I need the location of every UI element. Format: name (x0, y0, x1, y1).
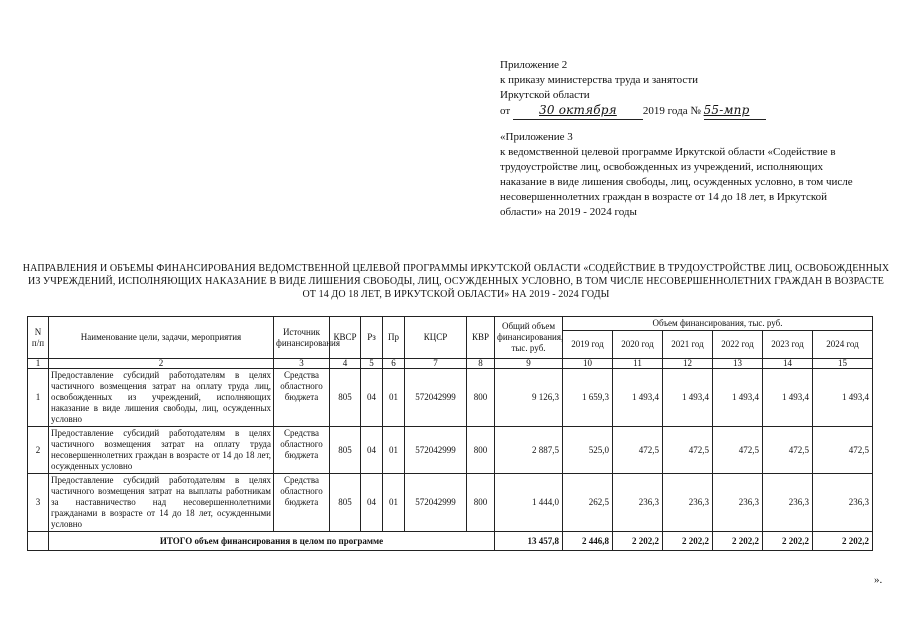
column-number: 5 (361, 359, 383, 369)
row-name: Предоставление субсидий работодателям в целях частичного возмещения затрат на оплату труда несовершеннолетних граждан в возрасте от 14 до 18 лет, осужденных условно (49, 427, 274, 474)
row-total: 1 444,0 (495, 474, 563, 532)
column-number: 3 (274, 359, 330, 369)
column-number: 15 (813, 359, 873, 369)
document-title: НАПРАВЛЕНИЯ И ОБЪЕМЫ ФИНАНСИРОВАНИЯ ВЕДОМСТВЕННОЙ ЦЕЛЕВОЙ ПРОГРАММЫ ИРКУТСКОЙ ОБЛАСТИ «СОДЕЙСТВИЕ В ТРУДОУСТРОЙСТВЕ ЛИЦ, ОСВОБОЖДЕННЫХ ИЗ УЧРЕЖДЕНИЙ, ИСПОЛНЯЮЩИХ НАКАЗАНИЕ В ВИДЕ ЛИШЕНИЯ СВОБОДЫ, ЛИЦ, ОСУЖДЕННЫХ УСЛОВНО, В ТОМ ЧИСЛЕ НЕСОВЕРШЕННОЛЕТНИХ ГРАЖДАН В ВОЗРАСТЕ ОТ 14 ДО 18 ЛЕТ, В ИРКУТСКОЙ ОБЛАСТИ» НА 2019 - 2024 ГОДЫ (22, 263, 890, 300)
date-field (513, 103, 643, 120)
table-row (28, 474, 873, 532)
total-year-value: 2 202,2 (663, 532, 713, 551)
row-year-value: 472,5 (713, 427, 763, 474)
total-year-value: 2 202,2 (763, 532, 813, 551)
row-year-value: 1 493,4 (613, 369, 663, 427)
row-rz: 04 (361, 474, 383, 532)
total-year-value: 2 202,2 (813, 532, 873, 551)
row-year-value: 472,5 (663, 427, 713, 474)
row-name: Предоставление субсидий работодателям в целях частичного возмещения затрат на выплаты работникам за наставничество над несовершеннолетними гражданами в возрасте от 14 до 18 лет, осужденными условно (49, 474, 274, 532)
total-value: 13 457,8 (495, 532, 563, 551)
column-number: 8 (467, 359, 495, 369)
row-rz: 04 (361, 369, 383, 427)
row-year-value: 1 493,4 (663, 369, 713, 427)
appendix-number: Приложение 2 (500, 59, 568, 71)
header-kvr: КВР (467, 317, 495, 359)
handwritten-date: 30 октября (539, 103, 617, 117)
header-group: Объем финансирования, тыс. руб. (563, 317, 873, 331)
row-year-value: 525,0 (563, 427, 613, 474)
appendix-order: к приказу министерства труда и занятости (500, 74, 699, 86)
handwritten-number: 55-мпр (703, 103, 750, 117)
row-name: Предоставление субсидий работодателям в целях частичного возмещения затрат на оплату труда лиц, освобожденных из учреждений, исполняющих наказание в виде лишения свободы, лиц, осужденных условно (49, 369, 274, 427)
column-number: 13 (713, 359, 763, 369)
header-kcsr: КЦСР (405, 317, 467, 359)
row-pr: 01 (383, 474, 405, 532)
row-year-value: 1 659,3 (563, 369, 613, 427)
appendix-region: Иркутской области (500, 89, 590, 101)
header-pr: Пр (383, 317, 405, 359)
column-number: 4 (330, 359, 361, 369)
table-row (28, 369, 873, 427)
number-field (704, 103, 766, 120)
row-year-value: 236,3 (763, 474, 813, 532)
row-kvr: 800 (467, 427, 495, 474)
row-kcsr: 572042999 (405, 369, 467, 427)
total-year-value: 2 202,2 (713, 532, 763, 551)
table-row (28, 427, 873, 474)
row-year-value: 236,3 (663, 474, 713, 532)
row-year-value: 236,3 (713, 474, 763, 532)
column-number: 1 (28, 359, 49, 369)
row-number: 2 (28, 427, 49, 474)
row-year-value: 472,5 (613, 427, 663, 474)
row-kcsr: 572042999 (405, 474, 467, 532)
appendix-header (500, 58, 872, 220)
header-year: 2019 год (563, 331, 613, 359)
header-year: 2021 год (663, 331, 713, 359)
total-label: ИТОГО объем финансирования в целом по программе (49, 532, 495, 551)
row-year-value: 1 493,4 (813, 369, 873, 427)
from-prefix: от (500, 105, 511, 117)
row-rz: 04 (361, 427, 383, 474)
row-kvsr: 805 (330, 427, 361, 474)
header-year: 2020 год (613, 331, 663, 359)
row-number: 1 (28, 369, 49, 427)
row-kcsr: 572042999 (405, 427, 467, 474)
closing-quote-mark: ». (874, 574, 883, 586)
total-row (28, 532, 873, 551)
row-kvsr: 805 (330, 474, 361, 532)
row-kvr: 800 (467, 474, 495, 532)
row-year-value: 472,5 (813, 427, 873, 474)
header-n: N п/п (28, 317, 49, 359)
column-number: 12 (663, 359, 713, 369)
header-year: 2022 год (713, 331, 763, 359)
row-year-value: 472,5 (763, 427, 813, 474)
row-year-value: 236,3 (813, 474, 873, 532)
header-name: Наименование цели, задачи, мероприятия (49, 317, 274, 359)
appendix3-program: к ведомственной целевой программе Иркутской области «Содействие в трудоустройстве лиц, освобожденных из учреждений, исполняющих наказание в виде лишения свободы, лиц, осужденных условно, в том числе несовершеннолетних граждан в возрасте от 14 до 18 лет, в Иркутской области» на 2019 - 2024 годы (500, 146, 853, 218)
header-rz: Рз (361, 317, 383, 359)
header-kvsr: КВСР (330, 317, 361, 359)
row-pr: 01 (383, 427, 405, 474)
row-year-value: 262,5 (563, 474, 613, 532)
column-number: 2 (49, 359, 274, 369)
row-total: 9 126,3 (495, 369, 563, 427)
total-year-value: 2 202,2 (613, 532, 663, 551)
row-year-value: 1 493,4 (713, 369, 763, 427)
appendix3-title: «Приложение 3 (500, 131, 573, 143)
row-total: 2 887,5 (495, 427, 563, 474)
row-source: Средства областного бюджета (274, 427, 330, 474)
row-source: Средства областного бюджета (274, 369, 330, 427)
row-year-value: 1 493,4 (763, 369, 813, 427)
column-number: 6 (383, 359, 405, 369)
column-number: 10 (563, 359, 613, 369)
row-source: Средства областного бюджета (274, 474, 330, 532)
column-number: 14 (763, 359, 813, 369)
column-number: 9 (495, 359, 563, 369)
header-year: 2023 год (763, 331, 813, 359)
total-year-value: 2 446,8 (563, 532, 613, 551)
header-total: Общий объем финансирования, тыс. руб. (495, 317, 563, 359)
column-number: 11 (613, 359, 663, 369)
row-kvr: 800 (467, 369, 495, 427)
financing-table (27, 316, 873, 551)
row-year-value: 236,3 (613, 474, 663, 532)
header-year: 2024 год (813, 331, 873, 359)
row-pr: 01 (383, 369, 405, 427)
appendix-date-line (500, 103, 872, 120)
year-text: 2019 года № (642, 105, 701, 117)
row-kvsr: 805 (330, 369, 361, 427)
header-source: Источник финансирования (274, 317, 330, 359)
column-number: 7 (405, 359, 467, 369)
row-number: 3 (28, 474, 49, 532)
column-number-row (28, 359, 873, 369)
